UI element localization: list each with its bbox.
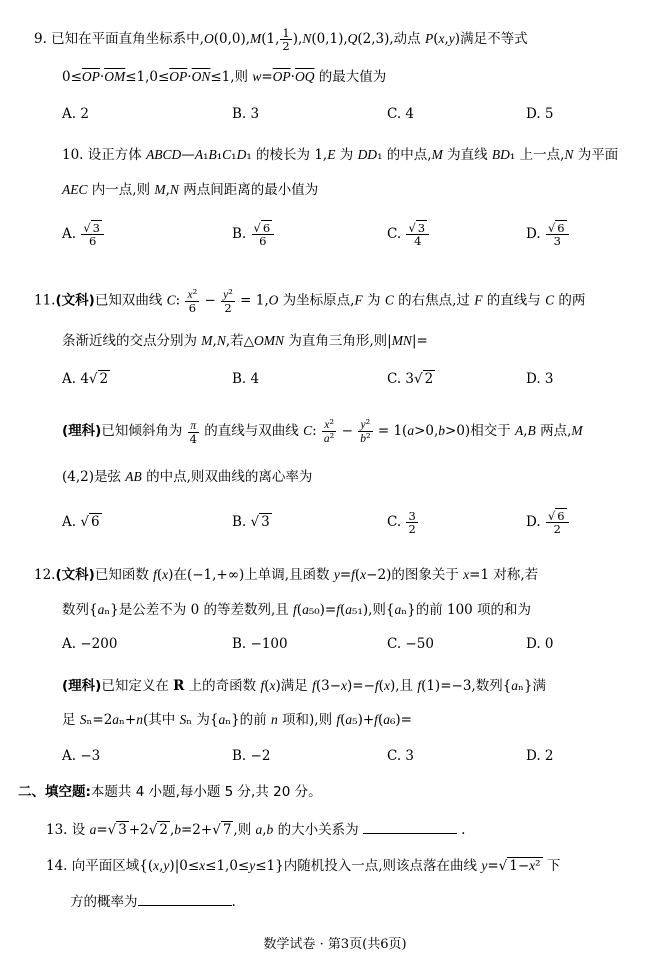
q12-li-line2: 足 Sₙ=2aₙ+n(其中 Sₙ 为{aₙ}的前 n 项和),则 f(a₅)+f(a₆)= (62, 712, 412, 728)
q9-option-c: C. 4 (387, 106, 415, 122)
q11-wen-option-b: B. 4 (232, 371, 260, 387)
q12-wen-option-a: A. −200 (62, 636, 118, 652)
q10-line2: AEC 内一点,则 M,N 两点间距离的最小值为 (62, 182, 319, 198)
q9-line2: $0\le\overline{OP}\cdot\overline{OM}\le 1,0\le\overline{OP}\cdot\overline{ON}\le 1$,则 $w=\overline{OP}\cdot\overline{OQ}$ 的最大值为 (62, 69, 387, 85)
q14-line2: 方的概率为 . (70, 894, 236, 910)
q11-wen-line2: 条渐近线的交点分别为 M,N,若△OMN 为直角三角形,则|MN|= (62, 333, 428, 349)
q9-option-d: D. 5 (526, 106, 554, 122)
q14-line1: 14. 向平面区域{(x,y)|0≤x≤1,0≤y≤1}内随机投入一点,则该点落在曲线 y=√ 1−x² 下 (46, 858, 561, 874)
q12-li-option-d: D. 2 (526, 748, 554, 764)
q10-option-a: A. $\frac{√ 3}{6}$ (62, 222, 105, 247)
q9-option-a: A. 2 (62, 106, 89, 122)
q12-wen-option-b: B. −100 (232, 636, 288, 652)
q11-wen-option-d: D. 3 (526, 371, 554, 387)
q11-wen-option-c: C. 3√ 2 (387, 371, 434, 387)
q12-wen-option-c: C. −50 (387, 636, 434, 652)
q12-li-line1: (理科)已知定义在 R 上的奇函数 f(x)满足 f(3−x)=−f(x),且 f(1)=−3,数列{aₙ}满 (62, 678, 546, 694)
q11-li-line1: (理科)已知倾斜角为 $\frac{\pi}{4}$ 的直线与双曲线 C: $\frac{\text{x²}}{\text{a²}}$ − $\frac{\text{y²}}{\text{b²}}$ = 1(a>0,b>0)相交于 A,B 两点,M (62, 417, 583, 446)
q11-wen-line1: 11.(文科)已知双曲线 C: $\frac{\text{x²}}{6}$ − $\frac{\text{y²}}{2}$ = 1,O 为坐标原点,F 为 C 的右焦点,过 F 的直线与 C 的两 (34, 287, 586, 316)
q9-line1: 9. 已知在平面直角坐标系中,O(0,0),M(1, $\frac{1}{2}$ ),N(0,1),Q(2,3),动点 P(x,y)满足不等式 (34, 26, 528, 54)
q12-li-option-c: C. 3 (387, 748, 415, 764)
q11-li-line2: (4,2)是弦 AB 的中点,则双曲线的离心率为 (62, 469, 313, 485)
q11-li-option-b: B. √ 3 (232, 514, 270, 530)
q10-option-b: B. $\frac{√ 6}{6}$ (232, 222, 275, 247)
q12-wen-option-d: D. 0 (526, 636, 554, 652)
q13-line: 13. 设 a=√ 3 +2√ 2 ,b=2+√ 7 ,则 a,b 的大小关系为 . (46, 822, 466, 838)
q10-option-c: C. $\frac{√ 3}{4}$ (387, 222, 430, 247)
page-footer: 数学试卷 · 第3页(共6页) (263, 937, 407, 952)
q12-wen-line1: 12.(文科)已知函数 f(x)在(−1,+∞)上单调,且函数 y=f(x−2)的图象关于 x=1 对称,若 (34, 567, 539, 583)
q11-wen-option-a: A. 4√ 2 (62, 371, 109, 387)
q12-wen-line2: 数列{aₙ}是公差不为 0 的等差数列,且 f(a₅₀)=f(a₅₁),则{aₙ}的前 100 项的和为 (62, 602, 532, 618)
q12-li-option-b: B. −2 (232, 748, 271, 764)
q14-answer-blank[interactable] (138, 893, 232, 906)
q9-option-b: B. 3 (232, 106, 260, 122)
q13-answer-blank[interactable] (363, 821, 457, 834)
q12-li-option-a: A. −3 (62, 748, 101, 764)
q11-li-option-a: A. √ 6 (62, 514, 100, 530)
q10-option-d: D. $\frac{√ 6}{3}$ (526, 222, 570, 247)
q10-line1: 10. 设正方体 ABCD—A₁B₁C₁D₁ 的棱长为 1,E 为 DD₁ 的中点,M 为直线 BD₁ 上一点,N 为平面 (62, 147, 619, 163)
q11-li-option-c: C. $\frac{3}{2}$ (387, 509, 416, 537)
q11-li-option-d: D. $\frac{√ 6}{2}$ (526, 510, 570, 535)
section-2-heading: 二、填空题:本题共 4 小题,每小题 5 分,共 20 分。 (18, 784, 322, 800)
